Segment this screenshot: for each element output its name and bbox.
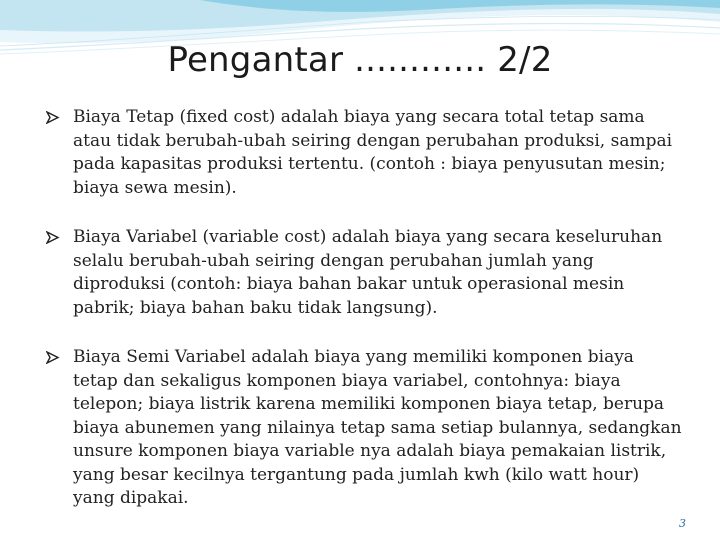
bullet-text-line: selalu berubah-ubah seiring dengan perubahan jumlah yang: [73, 250, 594, 271]
bullet-list: [46, 106, 706, 535]
bullet-text-line: yang besar kecilnya tergantung pada jumlah kwh (kilo watt hour): [73, 464, 640, 485]
bullet-text-line: telepon; biaya listrik karena memiliki komponen biaya tetap, berupa: [73, 394, 665, 414]
bullet-text-line: atau tidak berubah-ubah seiring dengan perubahan produksi, sampai: [73, 130, 673, 151]
bullet-text-line: unsure komponen biaya variable nya adalah biaya pemakaian listrik,: [73, 441, 667, 461]
list-item: [46, 106, 706, 200]
bullet-text-line: tetap dan sekaligus komponen biaya variabel, contohnya: biaya: [73, 370, 621, 391]
page-number: 3: [679, 517, 686, 530]
page-title: Pengantar ............ 2/2: [167, 40, 553, 80]
bullet-text-line: pada kapasitas produksi tertentu. (contoh : biaya penyusutan mesin;: [73, 154, 666, 174]
bullet-text-line: diproduksi (contoh: biaya bahan bakar untuk operasional mesin: [73, 274, 625, 294]
bullet-text-line: Biaya Tetap (fixed cost) adalah biaya yang secara total tetap sama: [73, 107, 645, 127]
bullet-text-line: yang dipakai.: [73, 488, 189, 508]
bullet-text-line: Biaya Variabel (variable cost) adalah biaya yang secara keseluruhan: [73, 227, 663, 247]
arrow-bullet-icon: [46, 226, 64, 250]
bullet-text-line: biaya abunemen yang nilainya tetap sama setiap bulannya, sedangkan: [73, 417, 682, 438]
bullet-text-line: Biaya Semi Variabel adalah biaya yang memiliki komponen biaya: [73, 347, 634, 367]
list-item: [46, 226, 706, 320]
bullet-text-line: biaya sewa mesin).: [73, 177, 237, 198]
arrow-bullet-icon: [46, 346, 64, 370]
bullet-text-line: pabrik; biaya bahan baku tidak langsung).: [73, 297, 438, 318]
list-item: [46, 346, 706, 511]
arrow-bullet-icon: [46, 106, 64, 130]
